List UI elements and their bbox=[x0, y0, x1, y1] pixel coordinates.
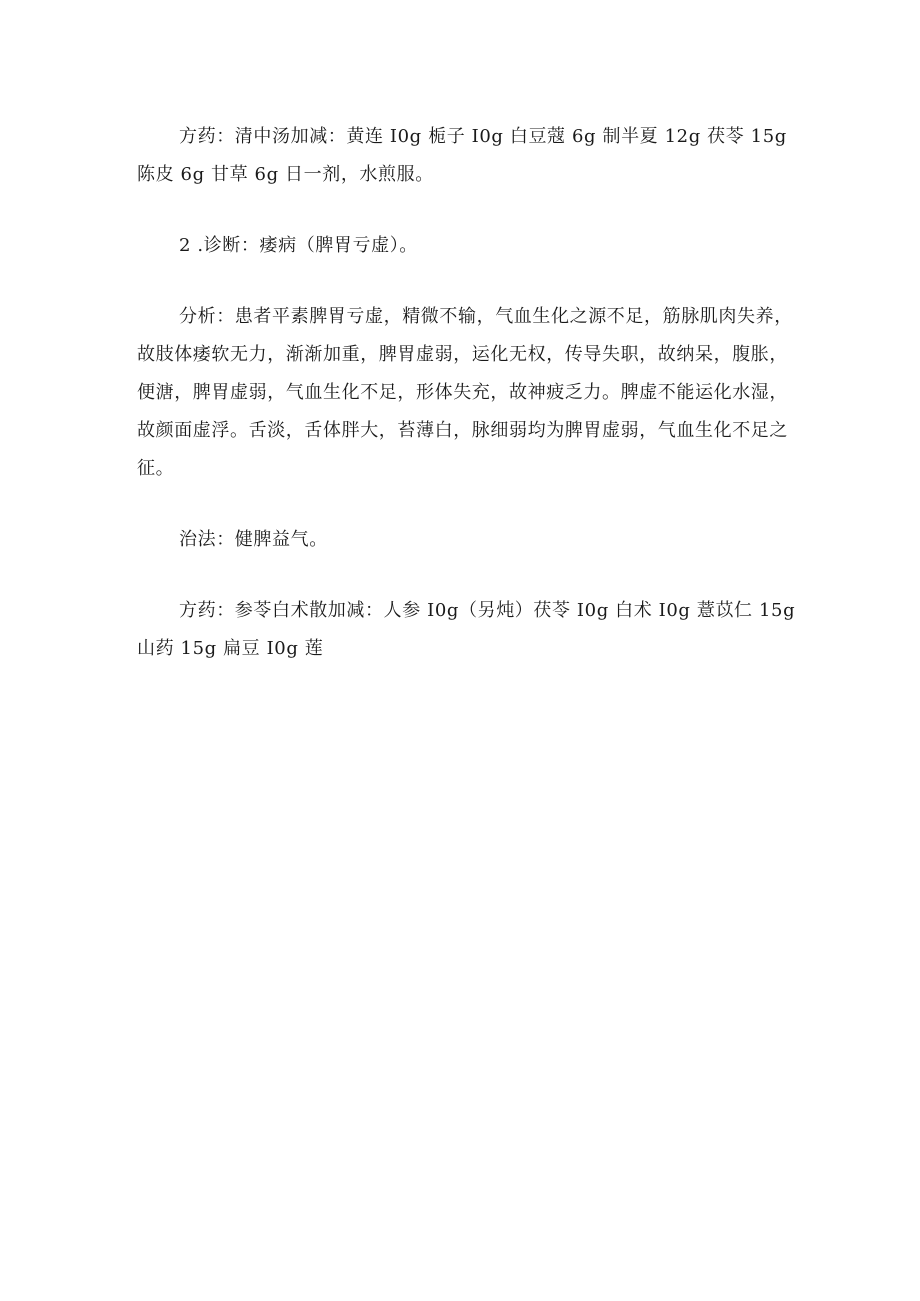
paragraph-spacer bbox=[137, 559, 797, 592]
prescription-paragraph: 方药：清中汤加减：黄连 I0g 栀子 I0g 白豆蔻 6g 制半夏 12g 茯苓 15g 陈皮 6g 甘草 6g 日一剂，水煎服。 bbox=[137, 126, 787, 185]
prescription-paragraph: 方药：参苓白术散加减：人参 I0g（另炖）茯苓 I0g 白术 I0g 薏苡仁 15g 山药 15g 扁豆 I0g 莲 bbox=[137, 600, 796, 659]
document-body bbox=[137, 118, 797, 668]
paragraph-spacer bbox=[137, 265, 797, 298]
analysis-paragraph: 分析：患者平素脾胃亏虚，精微不输，气血生化之源不足，筋脉肌肉失养，故肢体痿软无力，渐渐加重，脾胃虚弱，运化无权，传导失职，故纳呆，腹胀，便溏，脾胃虚弱，气血生化不足，形体失充，故神疲乏力。脾虚不能运化水湿，故颜面虚浮。舌淡，舌体胖大，苔薄白，脉细弱均为脾胃虚弱，气血生化不足之征。 bbox=[137, 306, 793, 479]
treatment-paragraph: 治法：健脾益气。 bbox=[179, 529, 328, 550]
diagnosis-paragraph: 2 .诊断：痿病（脾胃亏虚）。 bbox=[179, 235, 418, 256]
paragraph-spacer bbox=[137, 488, 797, 521]
paragraph-spacer bbox=[137, 194, 797, 227]
